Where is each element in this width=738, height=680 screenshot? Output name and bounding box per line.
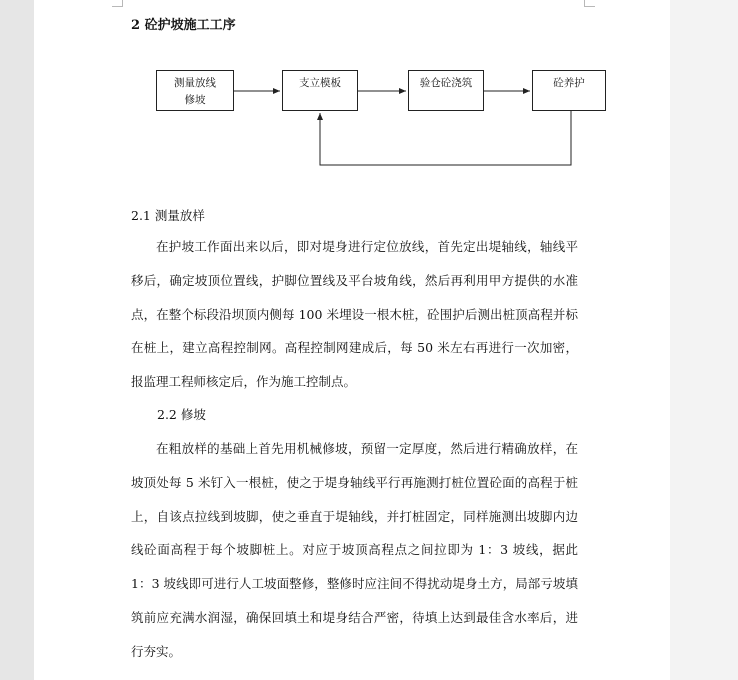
section-2-1-title: 2.1 测量放样 [131,208,205,223]
flow-step-survey [156,70,234,111]
flow-step-survey-line2: 修坡 [184,94,206,106]
flow-step-survey-line1: 测量放线 [174,77,216,89]
flow-step-formwork [282,70,358,111]
flow-step-curing-line1: 砼养护 [553,77,585,89]
section-heading: 2 砼护坡施工工序 [131,18,236,33]
section-2-1-paragraph: 在护坡工作面出来以后，即对堤身进行定位放线，首先定出堤轴线，轴线平移后，确定坡顶位置线，护脚位置线及平台坡角线，然后再利用甲方提供的水准点，在整个标段沿坝顶内侧每 100 米埋设一根木桩，砼围护后测出桩顶高程并标在桩上，建立高程控制网。高程控制网建成后，每 50 米左右再进行一次加密，报监理工程师核定后，作为施工控制点。 [131,239,578,390]
feedback-loop-arrow [320,111,571,165]
section-2-2-title: 2.2 修坡 [157,407,206,422]
section-2-2-paragraph: 在粗放样的基础上首先用机械修坡，预留一定厚度，然后进行精确放样，在坡顶处每 5 米钉入一根桩，使之于堤身轴线平行再施测打桩位置砼面的高程于桩上，自该点拉线到坡脚，使之垂直于堤轴线，并打桩固定，同样施测出坡脚内边线砼面高程于每个坡脚桩上。对应于坡顶高程点之间拉即为 1：3 坡线，据此 1：3 坡线即可进行人工坡面整修，整修时应注间不得扰动堤身土方，局部亏坡填筑前应充满水润湿，确保回填土和堤身结合严密，待填上达到最佳含水率后，进行夯实。 [131,441,578,659]
flow-step-pouring [408,70,484,111]
flow-step-formwork-line1: 支立模板 [299,77,341,89]
flow-step-pouring-line1: 验仓砼浇筑 [419,77,473,89]
flow-step-curing [532,70,606,111]
